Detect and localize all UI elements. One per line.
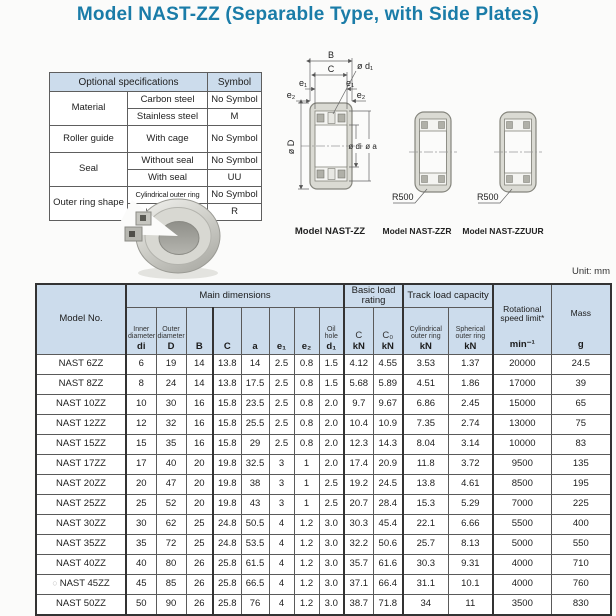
value-cell: 1.37 xyxy=(448,355,493,375)
side-plate xyxy=(507,176,513,183)
model-no-cell: NAST 50ZZ xyxy=(36,595,126,616)
col-header-spherical-outer-ring: Spherical outer ring kN xyxy=(448,308,493,355)
model-no-cell: NAST 35ZZ xyxy=(36,535,126,555)
value-cell: 4 xyxy=(269,575,294,595)
value-cell: 25.8 xyxy=(213,575,241,595)
spec-group-roller-guide: Roller guide xyxy=(50,126,128,153)
value-cell: 3 xyxy=(269,475,294,495)
value-cell: 4000 xyxy=(493,575,551,595)
opt-header-symbol: Symbol xyxy=(208,73,262,92)
dim-label-e1-right: e₁ xyxy=(345,78,355,88)
value-cell: 5500 xyxy=(493,515,551,535)
value-cell: 19.8 xyxy=(213,495,241,515)
value-cell: 20.9 xyxy=(373,455,403,475)
main-table-body xyxy=(36,355,611,616)
col-group-basic-load: Basic load rating xyxy=(344,284,403,308)
value-cell: 11.8 xyxy=(403,455,448,475)
side-plate xyxy=(439,176,445,183)
value-cell: 17.5 xyxy=(241,375,269,395)
value-cell: 45.4 xyxy=(373,515,403,535)
spec-symbol: No Symbol xyxy=(208,92,262,109)
value-cell: 19.8 xyxy=(213,455,241,475)
model-no-cell: NAST 12ZZ xyxy=(36,415,126,435)
value-cell: 5.29 xyxy=(448,495,493,515)
value-cell: 12 xyxy=(126,415,156,435)
value-cell: 2.0 xyxy=(319,415,344,435)
value-cell: 195 xyxy=(551,475,611,495)
model-no-cell: NAST 8ZZ xyxy=(36,375,126,395)
side-plate xyxy=(317,170,324,178)
col-header-speed xyxy=(493,284,551,355)
spec-symbol: No Symbol xyxy=(208,153,262,170)
value-cell: 15.8 xyxy=(213,435,241,455)
spec-option: Without seal xyxy=(128,153,208,170)
value-cell: 30 xyxy=(156,395,186,415)
speed-unit: min⁻¹ xyxy=(509,339,535,351)
value-cell: 20000 xyxy=(493,355,551,375)
spec-symbol: M xyxy=(208,109,262,126)
value-cell: 30.3 xyxy=(403,555,448,575)
value-cell: 14 xyxy=(186,375,213,395)
col-header-model: Model No. xyxy=(36,284,126,355)
value-cell: 2.74 xyxy=(448,415,493,435)
value-cell: 20 xyxy=(126,475,156,495)
value-cell: 1 xyxy=(294,455,319,475)
drawing-nast-zzr xyxy=(392,112,457,203)
value-cell: 26 xyxy=(186,575,213,595)
value-cell: 19.2 xyxy=(344,475,373,495)
value-cell: 75 xyxy=(551,415,611,435)
roller xyxy=(328,113,335,124)
value-cell: 710 xyxy=(551,555,611,575)
value-cell: 15.8 xyxy=(213,415,241,435)
value-cell: 3.72 xyxy=(448,455,493,475)
value-cell: 1.2 xyxy=(294,535,319,555)
value-cell: 71.8 xyxy=(373,595,403,616)
value-cell: 14 xyxy=(241,355,269,375)
col-header-cylindrical-outer-ring: Cylindrical outer ring kN xyxy=(403,308,448,355)
dim-label-B: B xyxy=(327,50,335,60)
value-cell: 26 xyxy=(186,555,213,575)
value-cell: 50.6 xyxy=(373,535,403,555)
value-cell: 400 xyxy=(551,515,611,535)
col-header-D: Outer diameter D xyxy=(156,308,186,355)
table-row xyxy=(36,355,611,375)
drawing-nast-zz xyxy=(286,50,377,189)
value-cell: 1.5 xyxy=(319,355,344,375)
value-cell: 85 xyxy=(156,575,186,595)
value-cell: 3500 xyxy=(493,595,551,616)
value-cell: 135 xyxy=(551,455,611,475)
value-cell: 35 xyxy=(126,535,156,555)
drawing-captions xyxy=(295,226,544,237)
value-cell: 5.89 xyxy=(373,375,403,395)
spec-option: With seal xyxy=(128,170,208,187)
value-cell: 35.7 xyxy=(344,555,373,575)
value-cell: 17 xyxy=(126,455,156,475)
table-row xyxy=(36,515,611,535)
value-cell: 66.4 xyxy=(373,575,403,595)
value-cell: 40 xyxy=(126,555,156,575)
table-row xyxy=(36,595,611,616)
spec-symbol: R xyxy=(208,204,262,221)
value-cell: 24.5 xyxy=(551,355,611,375)
photo-roller-top xyxy=(140,215,146,221)
value-cell: 4 xyxy=(269,555,294,575)
value-cell: 15 xyxy=(126,435,156,455)
col-header-C: C xyxy=(213,308,241,355)
value-cell: 50 xyxy=(126,595,156,616)
value-cell: 61.6 xyxy=(373,555,403,575)
value-cell: 30 xyxy=(126,515,156,535)
value-cell: 13.8 xyxy=(213,355,241,375)
value-cell: 4 xyxy=(269,595,294,616)
value-cell: 83 xyxy=(551,435,611,455)
side-plate xyxy=(338,114,345,122)
value-cell: 47 xyxy=(156,475,186,495)
value-cell: 3 xyxy=(269,455,294,475)
value-cell: 53.5 xyxy=(241,535,269,555)
r500-label: R500 xyxy=(392,192,414,202)
value-cell: 24.5 xyxy=(373,475,403,495)
page-title: Model NAST-ZZ (Separable Type, with Side Plates) xyxy=(76,4,540,25)
value-cell: 10 xyxy=(126,395,156,415)
col-header-B: B xyxy=(186,308,213,355)
spec-group-material: Material xyxy=(50,92,128,126)
value-cell: 0.8 xyxy=(294,395,319,415)
spec-option: Cylindrical outer ring xyxy=(128,187,208,204)
model-no-cell: NAST 40ZZ xyxy=(36,555,126,575)
value-cell: 45 xyxy=(126,575,156,595)
value-cell: 32.5 xyxy=(241,455,269,475)
value-cell: 72 xyxy=(156,535,186,555)
dim-label-D: ø D xyxy=(286,139,296,155)
main-dimensions-table xyxy=(35,283,612,616)
unit-label: Unit: mm xyxy=(572,266,610,277)
value-cell: 50.5 xyxy=(241,515,269,535)
value-cell: 2.5 xyxy=(269,435,294,455)
value-cell: 19 xyxy=(156,355,186,375)
value-cell: 3.53 xyxy=(403,355,448,375)
mass-label: Mass xyxy=(570,308,591,319)
value-cell: 0.8 xyxy=(294,415,319,435)
col-group-track-load: Track load capacity xyxy=(403,284,493,308)
value-cell: 0.8 xyxy=(294,355,319,375)
dim-label-d1: ø d₁ xyxy=(357,61,374,71)
col-header-di: Inner diameter di xyxy=(126,308,156,355)
value-cell: 20 xyxy=(186,495,213,515)
value-cell: 76 xyxy=(241,595,269,616)
value-cell: 43 xyxy=(241,495,269,515)
dim-label-C: C xyxy=(327,64,335,74)
value-cell: 3.0 xyxy=(319,535,344,555)
col-header-C0: C₀ kN xyxy=(373,308,403,355)
value-cell: 25.5 xyxy=(241,415,269,435)
value-cell: 8.13 xyxy=(448,535,493,555)
value-cell: 2.5 xyxy=(269,375,294,395)
value-cell: 4.61 xyxy=(448,475,493,495)
table-row xyxy=(36,495,611,515)
table-row xyxy=(36,455,611,475)
value-cell: 25.8 xyxy=(213,555,241,575)
value-cell: 38 xyxy=(241,475,269,495)
value-cell: 0.8 xyxy=(294,375,319,395)
value-cell: 39 xyxy=(551,375,611,395)
value-cell: 26 xyxy=(186,595,213,616)
side-plate xyxy=(439,122,445,129)
side-plate xyxy=(338,170,345,178)
value-cell: 38.7 xyxy=(344,595,373,616)
value-cell: 6.86 xyxy=(403,395,448,415)
value-cell: 6 xyxy=(126,355,156,375)
value-cell: 7000 xyxy=(493,495,551,515)
photo-roller-left xyxy=(129,231,135,237)
value-cell: 10.4 xyxy=(344,415,373,435)
value-cell: 24.8 xyxy=(213,515,241,535)
value-cell: 7.35 xyxy=(403,415,448,435)
value-cell: 25.7 xyxy=(403,535,448,555)
model-no-cell: NAST 10ZZ xyxy=(36,395,126,415)
value-cell: 61.5 xyxy=(241,555,269,575)
side-plate xyxy=(524,122,530,129)
value-cell: 11 xyxy=(448,595,493,616)
col-header-a: a xyxy=(241,308,269,355)
value-cell: 66.5 xyxy=(241,575,269,595)
value-cell: 16 xyxy=(186,395,213,415)
side-plate xyxy=(507,122,513,129)
table-row xyxy=(36,475,611,495)
value-cell: 1.2 xyxy=(294,575,319,595)
dim-label-di: ø di xyxy=(348,142,362,151)
value-cell: 550 xyxy=(551,535,611,555)
value-cell: 10000 xyxy=(493,435,551,455)
value-cell: 9500 xyxy=(493,455,551,475)
model-no-cell: NAST 25ZZ xyxy=(36,495,126,515)
spec-option: Carbon steel xyxy=(128,92,208,109)
value-cell: 5000 xyxy=(493,535,551,555)
value-cell: 15.3 xyxy=(403,495,448,515)
spec-group-seal: Seal xyxy=(50,153,128,187)
value-cell: 12.3 xyxy=(344,435,373,455)
value-cell: 2.5 xyxy=(269,355,294,375)
caption-nast-zzuur: Model NAST-ZZUUR xyxy=(462,226,544,236)
value-cell: 15000 xyxy=(493,395,551,415)
technical-drawings xyxy=(255,48,611,248)
value-cell: 30.3 xyxy=(344,515,373,535)
value-cell: 13.8 xyxy=(403,475,448,495)
value-cell: 22.1 xyxy=(403,515,448,535)
value-cell: 2.0 xyxy=(319,435,344,455)
value-cell: 32 xyxy=(156,415,186,435)
spec-option: Stainless steel xyxy=(128,109,208,126)
speed-label: Rotational speed limit* xyxy=(500,303,545,324)
value-cell: 80 xyxy=(156,555,186,575)
value-cell: 3.0 xyxy=(319,555,344,575)
value-cell: 14.3 xyxy=(373,435,403,455)
value-cell: 6.66 xyxy=(448,515,493,535)
value-cell: 4.51 xyxy=(403,375,448,395)
value-cell: 10.9 xyxy=(373,415,403,435)
value-cell: 225 xyxy=(551,495,611,515)
spec-symbol: No Symbol xyxy=(208,187,262,204)
col-header-mass xyxy=(551,284,611,355)
value-cell: 34 xyxy=(403,595,448,616)
value-cell: 40 xyxy=(156,455,186,475)
value-cell: 760 xyxy=(551,575,611,595)
value-cell: 16 xyxy=(186,415,213,435)
value-cell: 62 xyxy=(156,515,186,535)
mass-unit: g xyxy=(577,339,584,351)
roller xyxy=(328,169,335,180)
side-plate xyxy=(317,114,324,122)
table-row xyxy=(36,555,611,575)
table-row xyxy=(36,395,611,415)
value-cell: 9.7 xyxy=(344,395,373,415)
value-cell: 2.5 xyxy=(319,475,344,495)
dim-label-a: ø a xyxy=(365,142,377,151)
value-cell: 4 xyxy=(269,515,294,535)
spec-symbol: No Symbol xyxy=(208,126,262,153)
model-no-cell: ○ NAST 45ZZ xyxy=(36,575,126,595)
value-cell: 19.8 xyxy=(213,475,241,495)
value-cell: 25.8 xyxy=(213,595,241,616)
value-cell: 2.5 xyxy=(319,495,344,515)
value-cell: 4.12 xyxy=(344,355,373,375)
value-cell: 4.55 xyxy=(373,355,403,375)
value-cell: 16 xyxy=(186,435,213,455)
value-cell: 2.0 xyxy=(319,455,344,475)
value-cell: 20 xyxy=(186,475,213,495)
value-cell: 4 xyxy=(269,535,294,555)
value-cell: 15.8 xyxy=(213,395,241,415)
dim-label-e1-left: e₁ xyxy=(298,78,308,88)
value-cell: 25 xyxy=(186,535,213,555)
col-header-e1: e₁ xyxy=(269,308,294,355)
opt-header-specs: Optional specifications xyxy=(50,73,208,92)
value-cell: 9.31 xyxy=(448,555,493,575)
value-cell: 1.86 xyxy=(448,375,493,395)
value-cell: 2.45 xyxy=(448,395,493,415)
caption-nast-zzr: Model NAST-ZZR xyxy=(382,226,452,236)
value-cell: 1 xyxy=(294,495,319,515)
dim-label-e2-right: e₂ xyxy=(356,90,366,100)
value-cell: 25 xyxy=(126,495,156,515)
model-no-cell: NAST 15ZZ xyxy=(36,435,126,455)
col-header-e2: e₂ xyxy=(294,308,319,355)
value-cell: 0.8 xyxy=(294,435,319,455)
value-cell: 32.2 xyxy=(344,535,373,555)
value-cell: 830 xyxy=(551,595,611,616)
value-cell: 37.1 xyxy=(344,575,373,595)
value-cell: 25 xyxy=(186,515,213,535)
col-header-d1: Oil hole d₁ xyxy=(319,308,344,355)
drawing-nast-zzuur xyxy=(477,112,542,203)
value-cell: 3.0 xyxy=(319,515,344,535)
value-cell: 2.5 xyxy=(269,415,294,435)
value-cell: 2.0 xyxy=(319,395,344,415)
value-cell: 8.04 xyxy=(403,435,448,455)
value-cell: 35 xyxy=(156,435,186,455)
value-cell: 1.5 xyxy=(319,375,344,395)
spec-group-outer-ring-shape: Outer ring shape xyxy=(50,187,128,221)
bearing-photo xyxy=(112,194,242,284)
value-cell: 20.7 xyxy=(344,495,373,515)
table-row xyxy=(36,575,611,595)
value-cell: 1.2 xyxy=(294,595,319,616)
value-cell: 31.1 xyxy=(403,575,448,595)
value-cell: 65 xyxy=(551,395,611,415)
value-cell: 9.67 xyxy=(373,395,403,415)
value-cell: 2.5 xyxy=(269,395,294,415)
value-cell: 17.4 xyxy=(344,455,373,475)
value-cell: 1 xyxy=(294,475,319,495)
value-cell: 17000 xyxy=(493,375,551,395)
model-no-cell: NAST 30ZZ xyxy=(36,515,126,535)
value-cell: 3.0 xyxy=(319,595,344,616)
table-row xyxy=(36,415,611,435)
dim-label-e2-left: e₂ xyxy=(286,90,296,100)
value-cell: 3 xyxy=(269,495,294,515)
spec-option: With cage xyxy=(128,126,208,153)
value-cell: 24.8 xyxy=(213,535,241,555)
value-cell: 10.1 xyxy=(448,575,493,595)
value-cell: 29 xyxy=(241,435,269,455)
value-cell: 14 xyxy=(186,355,213,375)
value-cell: 8 xyxy=(126,375,156,395)
side-plate xyxy=(524,176,530,183)
value-cell: 13.8 xyxy=(213,375,241,395)
side-plate xyxy=(422,122,428,129)
value-cell: 13000 xyxy=(493,415,551,435)
value-cell: 23.5 xyxy=(241,395,269,415)
caption-nast-zz: Model NAST-ZZ xyxy=(294,226,366,237)
value-cell: 4000 xyxy=(493,555,551,575)
spec-symbol: UU xyxy=(208,170,262,187)
value-cell: 5.68 xyxy=(344,375,373,395)
value-cell: 3.0 xyxy=(319,575,344,595)
model-no-cell: NAST 17ZZ xyxy=(36,455,126,475)
col-group-main-dimensions: Main dimensions xyxy=(126,284,344,308)
value-cell: 8500 xyxy=(493,475,551,495)
value-cell: 52 xyxy=(156,495,186,515)
col-header-C-dynamic: C kN xyxy=(344,308,373,355)
side-plate xyxy=(422,176,428,183)
value-cell: 3.14 xyxy=(448,435,493,455)
table-row xyxy=(36,435,611,455)
row-marker-icon: ○ xyxy=(52,578,58,589)
model-no-cell: NAST 6ZZ xyxy=(36,355,126,375)
value-cell: 20 xyxy=(186,455,213,475)
value-cell: 28.4 xyxy=(373,495,403,515)
value-cell: 90 xyxy=(156,595,186,616)
table-row xyxy=(36,535,611,555)
r500-label: R500 xyxy=(477,192,499,202)
value-cell: 24 xyxy=(156,375,186,395)
value-cell: 1.2 xyxy=(294,515,319,535)
value-cell: 1.2 xyxy=(294,555,319,575)
model-no-cell: NAST 20ZZ xyxy=(36,475,126,495)
table-row xyxy=(36,375,611,395)
